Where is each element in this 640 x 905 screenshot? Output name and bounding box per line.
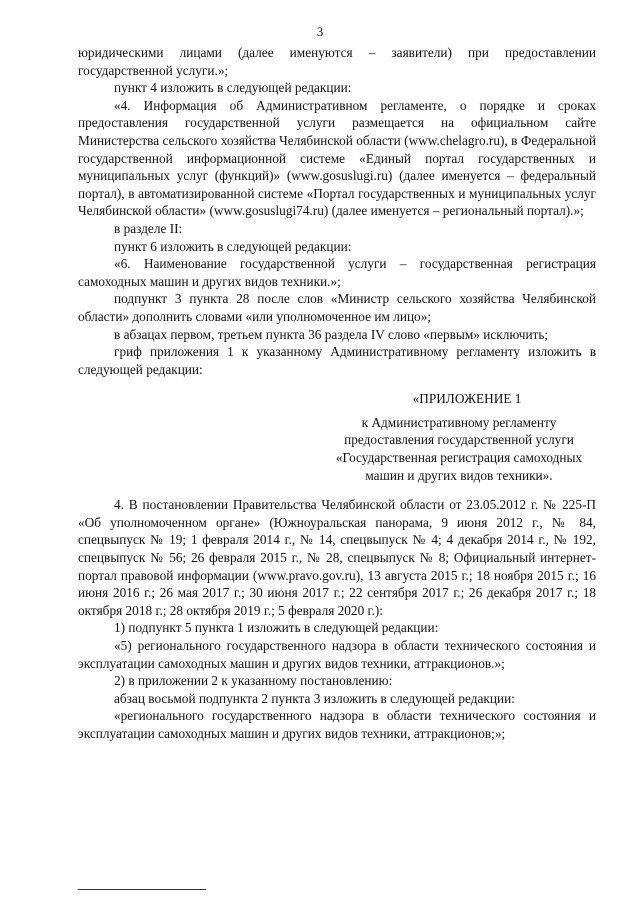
paragraph-16: абзац восьмой подпункта 2 пункта 3 изложить в следующей редакции: (114, 690, 515, 706)
appendix-caption: к Административному регламенту предоставления государственной услуги «Государственная регистрация самоходных машин и других видов техники». (335, 414, 583, 483)
paragraph-14: «5) регионального государственного надзора в области технического состояния и эксплуатации самоходных машин и других видов техники, аттракционов.»; (78, 638, 596, 671)
paragraph-6: «6. Наименование государственной услуги – государственная регистрация самоходных машин и других видов техники.»; (78, 256, 596, 289)
paragraph-7: подпункт 3 пункта 28 после слов «Министр сельского хозяйства Челябинской области» дополнить словами «или уполномоченное им лицо»; (78, 291, 596, 324)
appendix-title: «ПРИЛОЖЕНИЕ 1 (412, 391, 522, 407)
page-number: 3 (316, 24, 324, 39)
paragraph-5: пункт 6 изложить в следующей редакции: (114, 238, 352, 254)
paragraph-2: пункт 4 изложить в следующей редакции: (114, 80, 352, 96)
paragraph-12: 4. В постановлении Правительства Челябинской области от 23.05.2012 г. № 225-П «Об уполномоченном органе» (Южноуральская панорама, 9 июня 2012 г., № 84, спецвыпуск № 19; 1 февраля 2014 г., № 14, спецвыпуск № 4; 4 декабря 2014 г., № 192, спецвыпуск № 56; 26 февраля 2015 г., № 28, спецвыпуск № 8; Официальный интернет-портал правовой информации (www.pravo.gov.ru), 13 августа 2015 г.; 18 ноября 2015 г.; 16 июня 2016 г.; 26 мая 2017 г.; 30 июня 2017 г.; 22 сентября 2017 г.; 26 декабря 2017 г.; 18 октября 2018 г.; 28 октября 2019 г.; 5 февраля 2020 г.): (78, 497, 596, 618)
paragraph-9: гриф приложения 1 к указанному Административному регламенту изложить в следующей редакции: (78, 344, 596, 377)
paragraph-3: «4. Информация об Административном регламенте, о порядке и сроках предоставления государственной услуги размещается на официальном сайте Министерства сельского хозяйства Челябинской области (www.chelagro.ru), в Федеральной государственной информационной системе «Единый портал государственных и муниципальных услуг (функций)» (www.gosuslugi.ru) (далее именуется – федеральный портал), в автоматизированной системе «Портал государственных и муниципальных услуг Челябинской области» (www.gosuslugi74.ru) (далее именуется – региональный портал).»; (78, 97, 596, 219)
footer-rule (78, 889, 206, 890)
paragraph-8: в абзацах первом, третьем пункта 36 раздела IV слово «первым» исключить; (114, 326, 549, 342)
paragraph-13: 1) подпункт 5 пункта 1 изложить в следующей редакции: (114, 620, 439, 636)
paragraph-15: 2) в приложении 2 к указанному постановлению: (114, 673, 393, 689)
paragraph-1: юридическими лицами (далее именуются – заявители) при предоставлении государственной услуги.»; (78, 45, 596, 78)
paragraph-17: «регионального государственного надзора в области технического состояния и эксплуатации самоходных машин и других видов техники, аттракционов;»; (78, 708, 596, 741)
paragraph-4: в разделе II: (114, 220, 183, 236)
document-body (78, 44, 596, 743)
